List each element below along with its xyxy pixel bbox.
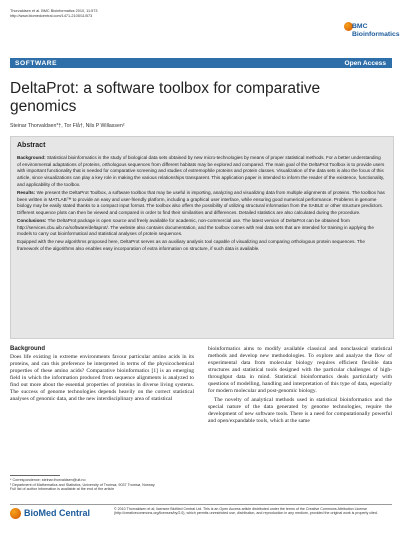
journal-logo [344, 21, 400, 43]
body-column-left [10, 346, 194, 405]
background-text: Statistical bioinformatics is the study of biological data sets obtained by new micro-technologies by means of proper statistical methods. For a better understanding of environmental adaptations of proteins, orthologous sequences from different habitats may be explored and compared. The main goal of the DeltaProt Toolbox is to provide users with important functionality that is needed for comparative screening and studies of extremophile proteins and protein classes. Visualization of the data sets is also the focus of this article, since visualizations can play a key role in making the various relationships transparent. This application paper is intended to inform the reader of the existence, functionality, and applicability of the toolbox. [17, 155, 385, 187]
body-column-right [208, 346, 392, 427]
correspondence-note: * Correspondence: steinar.thorvaldsen@uit.no [10, 478, 86, 482]
footnote-divider [10, 475, 60, 476]
abstract-conclusions [17, 218, 385, 238]
affiliation-note: ¹ Department of Mathematics and Statistics, University of Tromsø, 9037 Tromsø, Norway [10, 482, 155, 487]
article-url[interactable]: http://www.biomedcentral.com/1471-2105/11/573 [10, 13, 93, 18]
open-access-label: Open Access [344, 59, 386, 67]
results-text: We present the DeltaProt Toolbox, a software toolbox that may be useful in importing, analyzing and visualizing data from multiple alignments of proteins. The toolbox has been written in MATLAB™ to provide an easy and user-friendly platform, including a graphical user interface, while ensuring good numerical performance. Problems in genome biology may be easily stated thanks to a compact input format. The toolbox also offers the possibility of utilizing structural information from the SABLE or other structure predictors. Different sequence plots can then be viewed and compared in order to find their similarities and differences. Detailed statistics are also calculated during the procedure. [17, 189, 385, 215]
biomed-central-ball-icon [10, 508, 21, 519]
article-title: DeltaProt: a software toolbox for comparative genomics [10, 80, 321, 115]
body-paragraph: Does life existing in extreme environments favour particular amino acids in its proteins, and can this preference be interpreted in terms of the physicochemical properties of these amino acids? Comparative bioinformatics [1] is an emerging field in which the information produced from sequence alignments is analyzed to find out more about the essential properties of proteins in diverse living systems. The success of genome technologies depends heavily on the correct statistical analyses of genomic data, and the new interdisciplinary area of statistical [10, 354, 194, 402]
publisher-logo-text: BioMed Central [24, 508, 91, 518]
abstract-body [17, 155, 385, 254]
abstract-extra: Equipped with the new algorithms proposed here, DeltaProt serves as an auxiliary analysis tool capable of visualizing and comparing orthologous protein sequences. The framework of the algorithms also enables easy incorporation of extra information on structure, if such data is available. [17, 239, 365, 252]
results-label: Results: [17, 189, 36, 195]
abstract-results [17, 190, 385, 217]
article-type: SOFTWARE [15, 59, 58, 67]
abstract-heading: Abstract [17, 142, 46, 149]
footnotes [10, 478, 194, 492]
running-header [10, 9, 98, 18]
conclusions-label: Conclusions: [17, 217, 47, 223]
abstract-background [17, 155, 385, 189]
publisher-logo [10, 507, 108, 521]
journal-logo-line1: BMC [352, 23, 368, 30]
author-list: Steinar Thorvaldsen*†, Tor Flå†, Nils P Willassen² [10, 123, 125, 129]
journal-logo-line2: Bioinformatics [352, 31, 400, 38]
body-paragraph: The novelty of analytical methods used in statistical bioinformatics and the special nature of the data generated by genome technologies, require the development of new software tools. There is a need for computationally powerful and open/expandable tools, which at the same [208, 397, 392, 424]
author-info-note: Full list of author information is available at the end of the article [10, 487, 115, 492]
citation-line: Thorvaldsen et al. BMC Bioinformatics 2010, 11:573 [10, 9, 98, 13]
abstract-box [10, 136, 394, 339]
conclusions-text: The DeltaProt package is open source and freely available for academic, non-commercial use. The latest version of DeltaProt can be obtained from http://services.cbu.uib.no/software/deltaprot/. The website also contains documentation, and the toolbox comes with real data sets that are intended for training in applying the models to carry out bioinformatical and statistical analyses of protein sequences. [17, 217, 374, 237]
article-type-banner [10, 58, 392, 68]
background-label: Background: [17, 155, 46, 160]
license-text: © 2010 Thorvaldsen et al; licensee BioMed Central Ltd. This is an Open Access article distributed under the terms of the Creative Commons Attribution License (http://creativecommons.org/licenses/by/2.0), which permits unrestricted use, distribution, and reproduction in any medium, provided the original work is properly cited. [114, 507, 378, 516]
body-paragraph: bioinformatics aims to modify available classical and nonclassical statistical methods and develop new methodologies. To explore and analyze the flow of experimental data from molecular biology requires efficient flexible data structures and statistical tools designed with the particular challenges of high-throughput data in mind. Statistical bioinformatics deals particularly with questions of modelling, handling and interpretation of this type of data, especially for modern molecular and post-genomic biology. [208, 346, 392, 394]
footer-divider [10, 504, 392, 505]
section-heading-background: Background [10, 346, 46, 352]
